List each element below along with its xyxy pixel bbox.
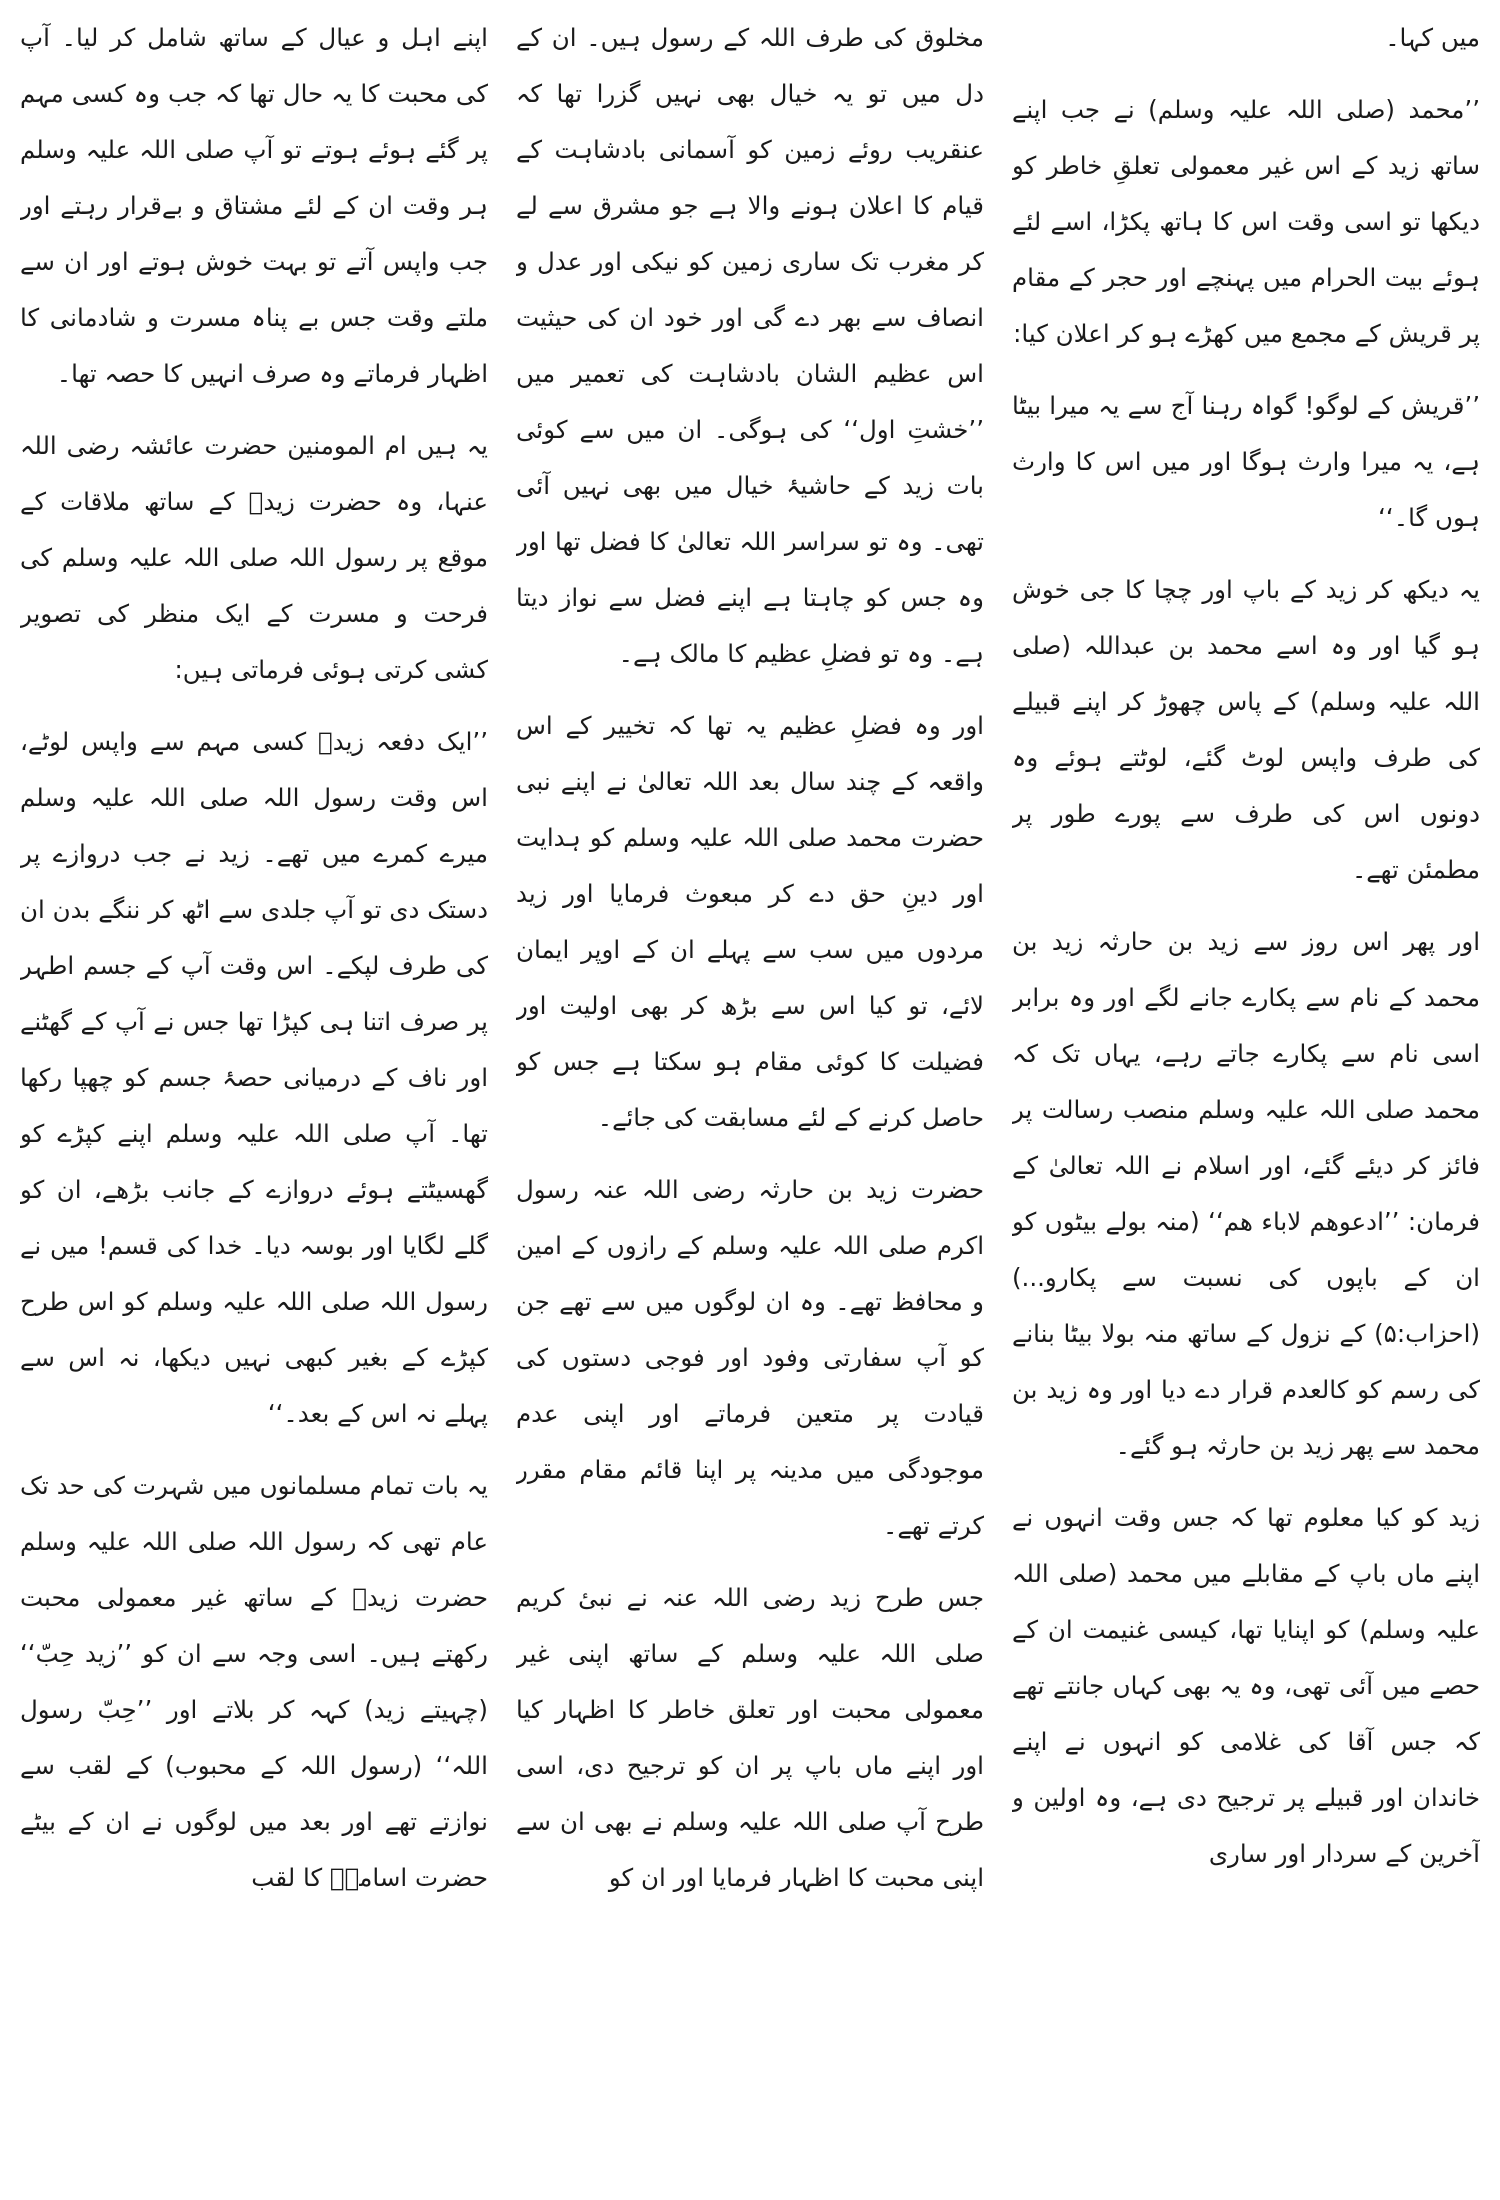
paragraph: ’’محمد (صلی اللہ علیہ وسلم) نے جب اپنے ساتھ زید کے اس غیر معمولی تعلقِ خاطر کو دیکھا تو اسی وقت اس کا ہاتھ پکڑا، اسے لئے ہوئے بیت الحرام میں پہنچے اور حجر کے مقام پر قریش کے مجمع میں کھڑے ہو کر اعلان کیا:: [1012, 95, 1480, 348]
paragraph: یہ ہیں ام المومنین حضرت عائشہ رضی اللہ عنہا، وہ حضرت زیدؓ کے ساتھ ملاقات کے موقع پر رسول اللہ صلی اللہ علیہ وسلم کی فرحت و مسرت کے ایک منظر کی تصویر کشی کرتی ہوئی فرماتی ہیں:: [20, 431, 488, 684]
paragraph: یہ دیکھ کر زید کے باپ اور چچا کا جی خوش ہو گیا اور وہ اسے محمد بن عبداللہ (صلی اللہ علیہ وسلم) کے پاس چھوڑ کر اپنے قبیلے کی طرف واپس لوٹ گئے، لوٹتے ہوئے وہ دونوں اس کی طرف سے پورے طور پر مطمئن تھے۔: [1012, 575, 1480, 884]
paragraph: جس طرح زید رضی اللہ عنہ نے نبیٔ کریم صلی اللہ علیہ وسلم کے ساتھ اپنی غیر معمولی محبت اور تعلق خاطر کا اظہار کیا اور اپنے ماں باپ پر ان کو ترجیح دی، اسی طرح آپ صلی اللہ علیہ وسلم نے بھی ان سے اپنی محبت کا اظہار فرمایا اور ان کو: [516, 1583, 984, 1892]
paragraph: زید کو کیا معلوم تھا کہ جس وقت انہوں نے اپنے ماں باپ کے مقابلے میں محمد (صلی اللہ علیہ وسلم) کو اپنایا تھا، کیسی غنیمت ان کے حصے میں آئی تھی، وہ یہ بھی کہاں جانتے تھے کہ جس آقا کی غلامی کو انہوں نے اپنے خاندان اور قبیلے پر ترجیح دی ہے، وہ اولین و آخرین کے سردار اور ساری: [1012, 1503, 1480, 1868]
paragraph: اپنے اہل و عیال کے ساتھ شامل کر لیا۔ آپ کی محبت کا یہ حال تھا کہ جب وہ کسی مہم پر گئے ہوئے ہوتے تو آپ صلی اللہ علیہ وسلم ہر وقت ان کے لئے مشتاق و بےقرار رہتے اور جب واپس آتے تو بہت خوش ہوتے اور ان سے ملتے وقت جس بے پناہ مسرت و شادمانی کا اظہار فرماتے وہ صرف انہیں کا حصہ تھا۔: [20, 23, 488, 388]
paragraph: مخلوق کی طرف اللہ کے رسول ہیں۔ ان کے دل میں تو یہ خیال بھی نہیں گزرا تھا کہ عنقریب روئے زمین کو آسمانی بادشاہت کے قیام کا اعلان ہونے والا ہے جو مشرق سے لے کر مغرب تک ساری زمین کو نیکی اور عدل و انصاف سے بھر دے گی اور خود ان کی حیثیت اس عظیم الشان بادشاہت کی تعمیر میں ’’خشتِ اول‘‘ کی ہوگی۔ ان میں سے کوئی بات زید کے حاشیۂ خیال میں بھی نہیں آئی تھی۔ وہ تو سراسر اللہ تعالیٰ کا فضل تھا اور وہ جس کو چاہتا ہے اپنے فضل سے نواز دیتا ہے۔ وہ تو فضلِ عظیم کا مالک ہے۔: [516, 23, 984, 668]
paragraph: اور وہ فضلِ عظیم یہ تھا کہ تخییر کے اس واقعہ کے چند سال بعد اللہ تعالیٰ نے اپنے نبی حضرت محمد صلی اللہ علیہ وسلم کو ہدایت اور دینِ حق دے کر مبعوث فرمایا اور زید مردوں میں سب سے پہلے ان کے اوپر ایمان لائے، تو کیا اس سے بڑھ کر بھی اولیت اور فضیلت کا کوئی مقام ہو سکتا ہے جس کو حاصل کرنے کے لئے مسابقت کی جائے۔: [516, 711, 984, 1132]
column-middle: [516, 10, 984, 2190]
page: [20, 10, 1480, 2190]
column-right: [1012, 10, 1480, 2190]
paragraph: ’’قریش کے لوگو! گواہ رہنا آج سے یہ میرا بیٹا ہے، یہ میرا وارث ہوگا اور میں اس کا وارث ہوں گا۔‘‘: [1012, 391, 1480, 532]
paragraph: اور پھر اس روز سے زید بن حارثہ زید بن محمد کے نام سے پکارے جانے لگے اور وہ برابر اسی نام سے پکارے جاتے رہے، یہاں تک کہ محمد صلی اللہ علیہ وسلم منصب رسالت پر فائز کر دیئے گئے، اور اسلام نے اللہ تعالیٰ کے فرمان: ’’ادعوھم لاباء ھم‘‘ (منہ بولے بیٹوں کو ان کے باپوں کی نسبت سے پکارو...) (احزاب:۵) کے نزول کے ساتھ منہ بولا بیٹا بنانے کی رسم کو کالعدم قرار دے دیا اور وہ زید بن محمد سے پھر زید بن حارثہ ہو گئے۔: [1012, 927, 1480, 1460]
paragraph: ’’ایک دفعہ زیدؓ کسی مہم سے واپس لوٹے، اس وقت رسول اللہ صلی اللہ علیہ وسلم میرے کمرے میں تھے۔ زید نے جب دروازے پر دستک دی تو آپ جلدی سے اٹھ کر ننگے بدن ان کی طرف لپکے۔ اس وقت آپ کے جسم اطہر پر صرف اتنا ہی کپڑا تھا جس نے آپ کے گھٹنے اور ناف کے درمیانی حصۂ جسم کو چھپا رکھا تھا۔ آپ صلی اللہ علیہ وسلم اپنے کپڑے کو گھسیٹتے ہوئے دروازے کے جانب بڑھے، ان کو گلے لگایا اور بوسہ دیا۔ خدا کی قسم! میں نے رسول اللہ صلی اللہ علیہ وسلم کو اس طرح کپڑے کے بغیر کبھی نہیں دیکھا، نہ اس سے پہلے نہ اس کے بعد۔‘‘: [20, 727, 488, 1428]
paragraph: میں کہا۔: [1385, 23, 1480, 52]
paragraph: حضرت زید بن حارثہ رضی اللہ عنہ رسول اکرم صلی اللہ علیہ وسلم کے رازوں کے امین و محافظ تھے۔ وہ ان لوگوں میں سے تھے جن کو آپ سفارتی وفود اور فوجی دستوں کی قیادت پر متعین فرماتے اور اپنی عدم موجودگی میں مدینہ پر اپنا قائم مقام مقرر کرتے تھے۔: [516, 1175, 984, 1540]
paragraph: یہ بات تمام مسلمانوں میں شہرت کی حد تک عام تھی کہ رسول اللہ صلی اللہ علیہ وسلم حضرت زیدؓ کے ساتھ غیر معمولی محبت رکھتے ہیں۔ اسی وجہ سے ان کو ’’زید حِبّ‘‘ (چہیتے زید) کہہ کر بلاتے اور ’’حِبّ رسول اللہ‘‘ (رسول اللہ کے محبوب) کے لقب سے نوازتے تھے اور بعد میں لوگوں نے ان کے بیٹے حضرت اسامہؓ کا لقب: [20, 1471, 488, 1892]
column-left: [20, 10, 488, 2190]
